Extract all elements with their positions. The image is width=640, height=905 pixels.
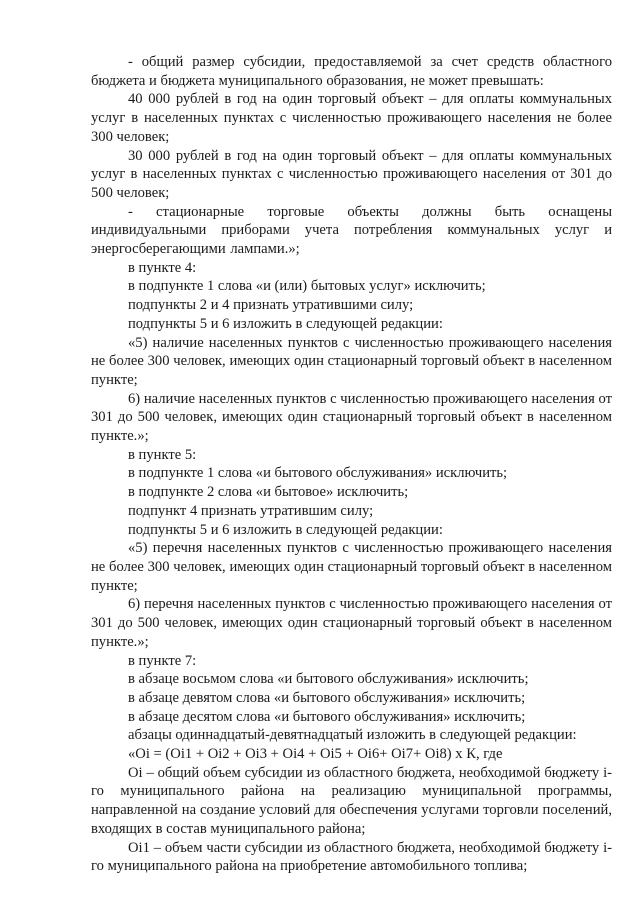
- paragraph-item-4-sub-5-6: подпункты 5 и 6 изложить в следующей редакции:: [128, 315, 443, 332]
- paragraph-item-4: в пункте 4:: [128, 259, 197, 276]
- paragraph-limit-300: 40 000 рублей в год на один торговый объект – для оплаты коммунальных услуг в населенных пунктах с численностью проживающего населения не более 300 человек;: [91, 91, 612, 145]
- paragraph-item-5-sub-2: в подпункте 2 слова «и бытовое» исключить;: [128, 484, 409, 501]
- paragraph-item-5-sub-1: в подпункте 1 слова «и бытового обслуживания» исключить;: [128, 465, 508, 482]
- paragraph-item-7-abz-9: в абзаце девятом слова «и бытового обслуживания» исключить;: [128, 689, 526, 706]
- paragraph-item-4-sub-2-4: подпункты 2 и 4 признать утратившими силу;: [128, 297, 414, 314]
- document-body: [91, 53, 612, 876]
- paragraph-limit-500: 30 000 рублей в год на один торговый объект – для оплаты коммунальных услуг в населенных пунктах с численностью проживающего населения от 301 до 500 человек;: [91, 147, 612, 201]
- paragraph-item-7-abz-10: в абзаце десятом слова «и бытового обслуживания» исключить;: [128, 708, 526, 725]
- paragraph-oi1-definition: Oi1 – объем части субсидии из областного бюджета, необходимой бюджету i-го муниципального района на приобретение автомобильного топлива;: [91, 839, 612, 875]
- paragraph-item-4-new-5: «5) наличие населенных пунктов с численностью проживающего населения не более 300 человек, имеющих один стационарный торговый объект в населенном пункте;: [91, 334, 612, 388]
- paragraph-item-5-sub-4: подпункт 4 признать утратившим силу;: [128, 502, 374, 519]
- paragraph-metering: - стационарные торговые объекты должны быть оснащены индивидуальными приборами учета потребления коммунальных услуг и энергосберегающими лампами.»;: [91, 203, 612, 258]
- paragraph-item-7: в пункте 7:: [128, 652, 197, 669]
- paragraph-item-5: в пункте 5:: [128, 446, 197, 463]
- paragraph-item-4-sub-1: в подпункте 1 слова «и (или) бытовых услуг» исключить;: [128, 278, 486, 295]
- paragraph-item-5-sub-5-6: подпункты 5 и 6 изложить в следующей редакции:: [128, 521, 443, 538]
- paragraph-item-5-new-6: 6) перечня населенных пунктов с численностью проживающего населения от 301 до 500 человек, имеющих один стационарный торговый объект в населенном пункте.»;: [91, 596, 612, 650]
- paragraph-item-7-abz-8: в абзаце восьмом слова «и бытового обслуживания» исключить;: [128, 671, 529, 688]
- formula-line: «Oi = (Oi1 + Oi2 + Oi3 + Oi4 + Oi5 + Oi6+ Oi7+ Oi8) х К, где: [128, 746, 503, 763]
- paragraph-oi-definition: Oi – общий объем субсидии из областного бюджета, необходимой бюджету i-го муниципального района на реализацию муниципальной программы, направленной на создание условий для обеспечения услугами торговли поселений, входящих в состав муниципального района;: [91, 764, 612, 837]
- paragraph-item-5-new-5: «5) перечня населенных пунктов с численностью проживающего населения не более 300 человек, имеющих один стационарный торговый объект в населенном пункте;: [91, 540, 612, 594]
- paragraph-item-4-new-6: 6) наличие населенных пунктов с численностью проживающего населения от 301 до 500 человек, имеющих один стационарный торговый объект в населенном пункте.»;: [91, 390, 612, 445]
- paragraph-subsidy-limit: - общий размер субсидии, предоставляемой за счет средств областного бюджета и бюджета муниципального образования, не может превышать:: [91, 54, 612, 89]
- paragraph-item-7-abz-11-19: абзацы одиннадцатый-девятнадцатый изложить в следующей редакции:: [128, 727, 577, 744]
